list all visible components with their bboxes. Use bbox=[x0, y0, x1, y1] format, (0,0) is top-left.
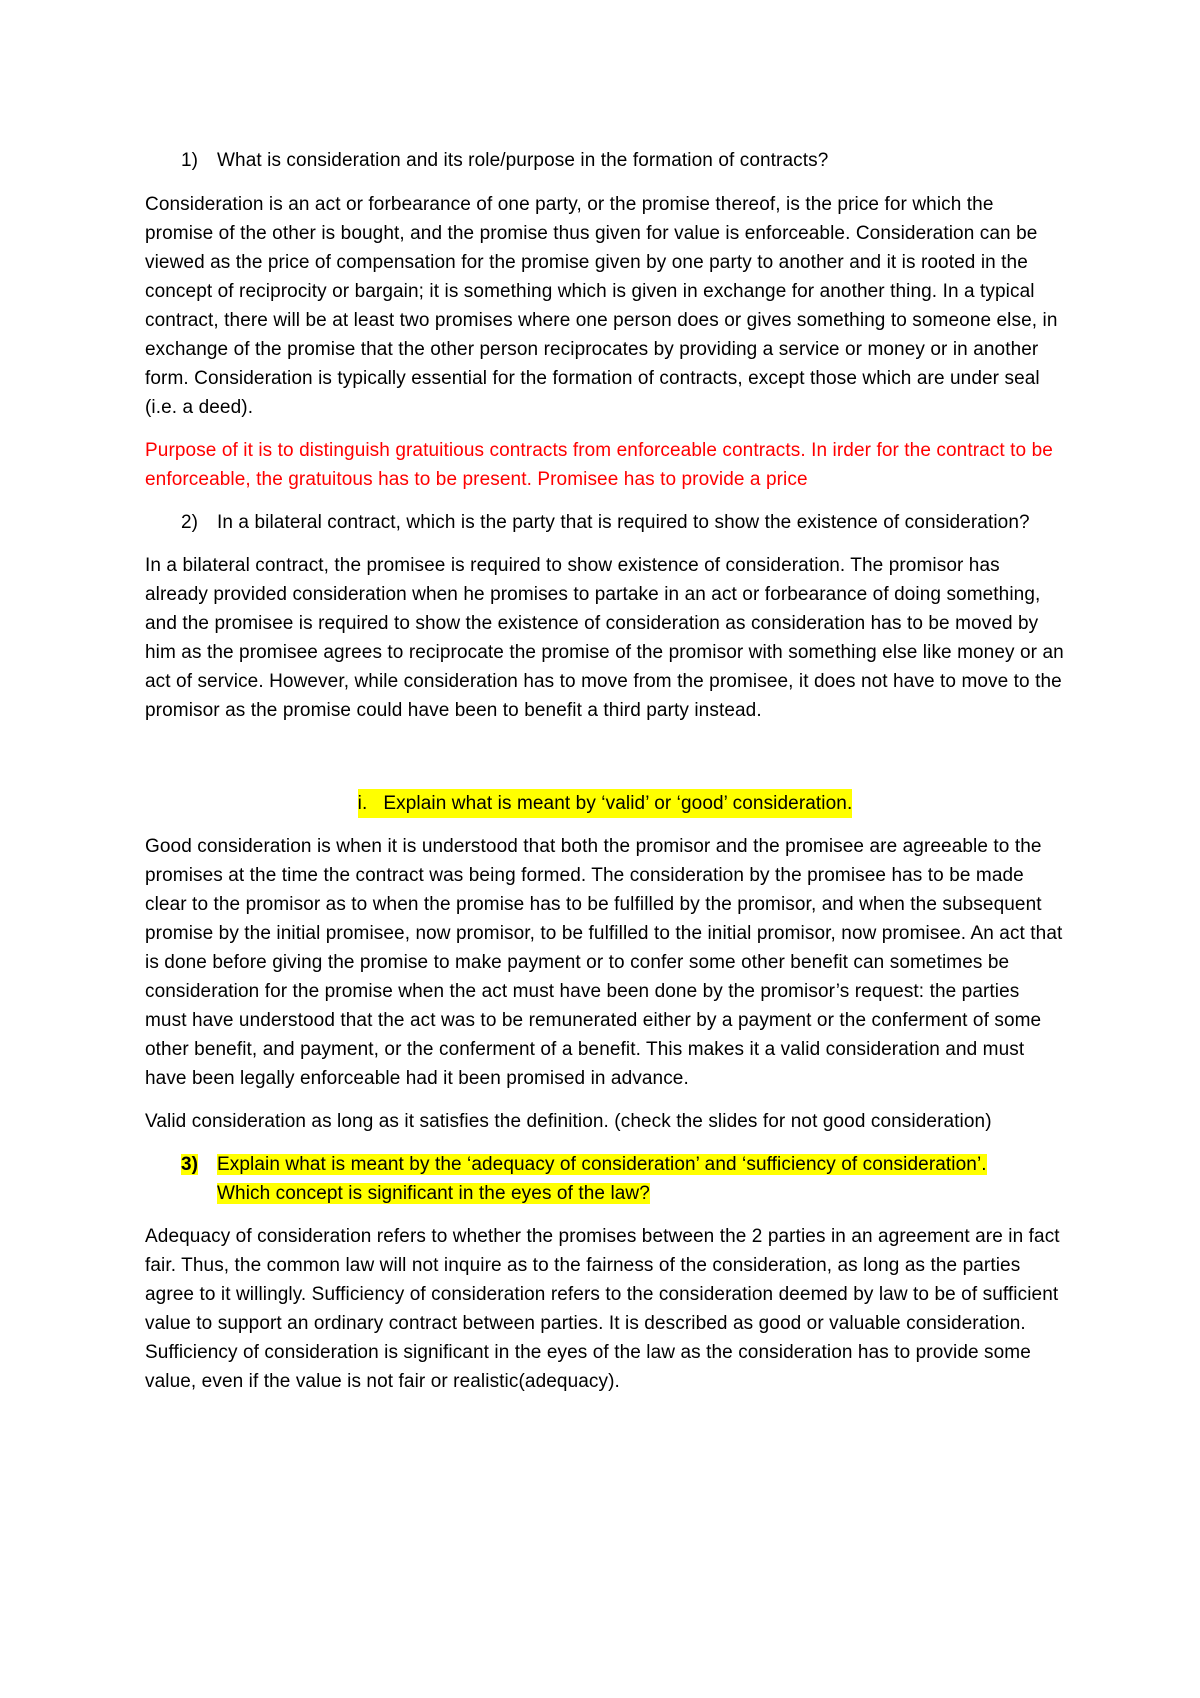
question-3-line-1: Explain what is meant by the ‘adequacy of consideration’ and ‘sufficiency of consideration’. bbox=[217, 1154, 987, 1175]
question-1-number: 1) bbox=[181, 150, 199, 171]
sub-question-i-text: Explain what is meant by ‘valid’ or ‘good’ consideration. bbox=[383, 793, 853, 814]
question-1 bbox=[181, 146, 1065, 175]
answer-1: Consideration is an act or forbearance of one party, or the promise thereof, is the price for which the promise of the other is bought, and the promise thus given for value is enforceable. Consideration can be viewed as the price of compensation for the promise given by one party to another and it is rooted in the concept of reciprocity or bargain; it is something which is given in exchange for another thing. In a typical contract, there will be at least two promises where one person does or gives something to someone else, in exchange of the promise that the other person reciprocates by providing a service or money or in another form. Consideration is typically essential for the formation of contracts, except those which are under seal (i.e. a deed). bbox=[145, 194, 1058, 418]
answer-2: In a bilateral contract, the promisee is required to show existence of consideration. The promisor has already provided consideration when he promises to partake in an act or forbearance of doing something, and the promisee is required to show the existence of consideration as consideration has to be moved by him as the promisee agrees to reciprocate the promise of the promisor with something else like money or an act of service. However, while consideration has to move from the promisee, it does not have to move to the promisor as the promise could have been to benefit a third party instead. bbox=[145, 555, 1064, 721]
sub-question-i-number: i. bbox=[357, 793, 368, 814]
answer-3: Adequacy of consideration refers to whether the promises between the 2 parties in an agreement are in fact fair. Thus, the common law will not inquire as to the fairness of the consideration, as long as the parties agree to it willingly. Sufficiency of consideration refers to the consideration deemed by law to be of sufficient value to support an ordinary contract between parties. It is described as good or valuable consideration. Sufficiency of consideration is significant in the eyes of the law as the consideration has to provide some value, even if the value is not fair or realistic(adequacy). bbox=[145, 1226, 1060, 1392]
document-body bbox=[145, 146, 1065, 1410]
sub-question-i bbox=[145, 789, 1065, 818]
answer-i-note: Valid consideration as long as it satisfies the definition. (check the slides for not good consideration) bbox=[145, 1111, 992, 1132]
question-3 bbox=[181, 1150, 1065, 1208]
question-3-line-2: Which concept is significant in the eyes of the law? bbox=[217, 1183, 650, 1204]
question-1-text: What is consideration and its role/purpose in the formation of contracts? bbox=[217, 150, 829, 171]
question-2-number: 2) bbox=[181, 512, 199, 533]
question-3-text bbox=[217, 1150, 1065, 1208]
answer-i: Good consideration is when it is understood that both the promisor and the promisee are agreeable to the promises at the time the contract was being formed. The consideration by the promisee has to be made clear to the promisor as to when the promise has to be fulfilled by the promisor, and when the subsequent promise by the initial promisee, now promisor, to be fulfilled to the initial promisor, now promisee. An act that is done before giving the promise to make payment or to confer some other benefit can sometimes be consideration for the promise when the act must have been done by the promisor’s request: the parties must have understood that the act was to be remunerated either by a payment or the conferment of some other benefit, and payment, or the conferment of a benefit. This makes it a valid consideration and must have been legally enforceable had it been promised in advance. bbox=[145, 836, 1063, 1089]
question-3-number: 3) bbox=[181, 1154, 199, 1175]
question-2-text: In a bilateral contract, which is the party that is required to show the existence of consideration? bbox=[217, 512, 1030, 533]
question-2 bbox=[181, 508, 1065, 537]
answer-1-note: Purpose of it is to distinguish gratuitious contracts from enforceable contracts. In irder for the contract to be enforceable, the gratuitous has to be present. Promisee has to provide a price bbox=[145, 440, 1053, 490]
